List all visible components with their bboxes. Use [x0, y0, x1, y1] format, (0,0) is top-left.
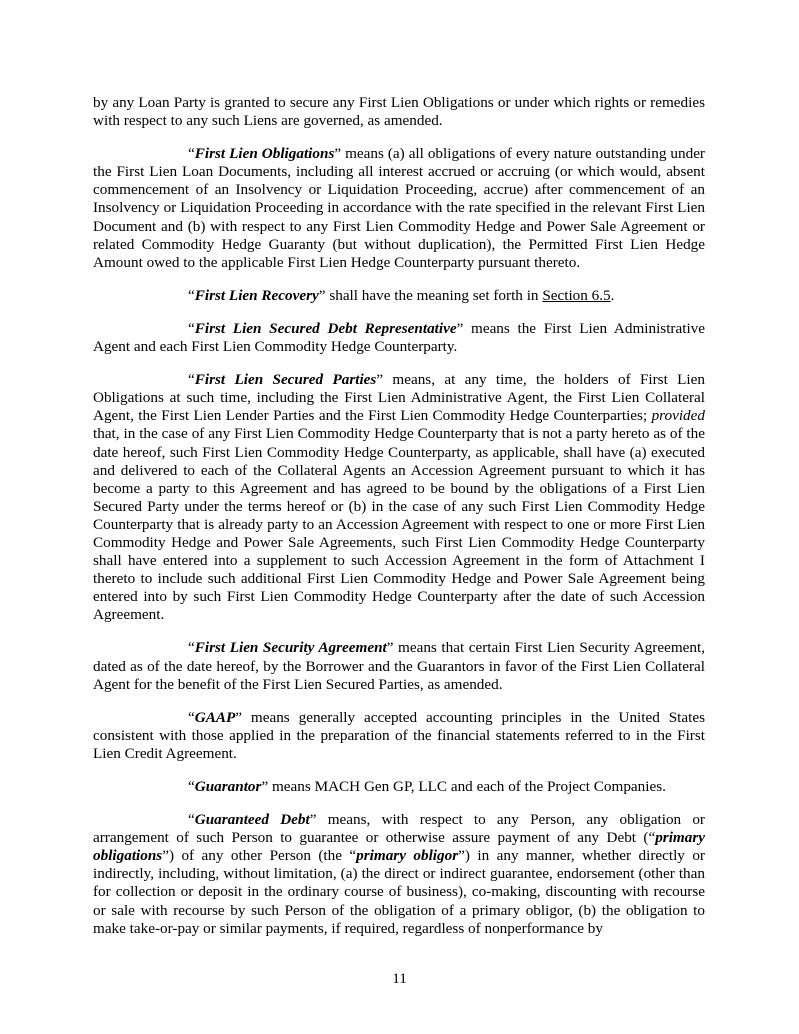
definition-text-end: that, in the case of any First Lien Commodity Hedge Counterparty that is not a party hereto as of the date hereof, such First Lien Commodity Hedge Counterparty, as applicable, shall have (a) executed and delivered to each of the Collateral Agents an Accession Agreement pursuant to which it has become a party to this Agreement and has agreed to be bound by the obligations of a First Lien Secured Party under the terms hereof or (b) in the case of any such First Lien Commodity Hedge Counterparty that is already party to an Accession Agreement with respect to one or more First Lien Commodity Hedge and Power Sale Agreements, such First Lien Commodity Hedge Counterparty shall have entered into a supplement to such Accession Agreement in the form of Attachment I thereto to include such additional First Lien Commodity Hedge and Power Sale Agreement being entered into by such First Lien Commodity Hedge Counterparty after the date of such Accession Agreement.: [93, 425, 705, 624]
definition-first-lien-recovery: [93, 287, 705, 305]
close-quote: ”: [261, 778, 269, 795]
close-quote: ”: [376, 371, 384, 389]
close-quote: ”: [386, 639, 394, 657]
open-quote: “: [349, 847, 357, 865]
definition-first-lien-security-agreement: [93, 639, 705, 693]
paragraph-text: by any Loan Party is granted to secure any First Lien Obligations or under which rights or remedies with respect to any such Liens are governed, as amended.: [93, 94, 705, 130]
definition-text: shall have the meaning set forth in: [325, 286, 543, 304]
defined-term: Guarantor: [194, 778, 262, 795]
close-quote: ”: [318, 286, 326, 304]
close-quote: ”: [162, 847, 169, 865]
definition-first-lien-secured-parties: [93, 371, 705, 624]
defined-term: First Lien Security Agreement: [194, 639, 387, 657]
defined-term: GAAP: [194, 708, 236, 726]
close-quote: ”: [456, 319, 464, 337]
definition-text: means the First Lien Administrative Agent and each First Lien Commodity Hedge Counterparty.: [93, 319, 705, 356]
definition-text: means, at any time, the holders of First Lien Obligations at such time, including the First Lien Administrative Agent, the First Lien Collateral Agent, the First Lien Lender Parties and the First Lien Commodity Hedge Counterparties;: [93, 371, 705, 425]
paragraph-continuation: [93, 94, 705, 130]
defined-term: First Lien Recovery: [194, 286, 319, 304]
open-quote: “: [188, 145, 195, 163]
defined-term: Guaranteed Debt: [194, 811, 310, 829]
definition-text: means (a) all obligations of every nature outstanding under the First Lien Loan Documents, including all interest accrued or accruing (or which would, absent commencement of an Insolvency or Liquidation Proceeding, accrue) after commencement of an Insolvency or Liquidation Proceeding in accordance with the rate specified in the relevant First Lien Document and (b) with respect to any First Lien Commodity Hedge and Power Sale Agreement or related Commodity Hedge Guaranty (but without duplication), the Permitted First Lien Hedge Amount owed to the applicable First Lien Hedge Counterparty pursuant thereto.: [93, 145, 705, 271]
definition-gaap: [93, 709, 705, 763]
definition-text: means generally accepted accounting principles in the United States consistent with those applied in the preparation of the financial statements referred to in the First Lien Credit Agreement.: [93, 708, 705, 762]
section-cross-reference: Section 6.5: [542, 286, 611, 304]
definition-text-middle: ) of any other Person (the: [168, 847, 350, 865]
open-quote: “: [188, 811, 195, 829]
defined-term-primary-obligations: primary obligations: [93, 829, 705, 865]
open-quote: “: [188, 371, 195, 389]
open-quote: “: [188, 639, 195, 657]
open-quote: “: [648, 829, 656, 847]
open-quote: “: [188, 708, 195, 726]
definition-text: means MACH Gen GP, LLC and each of the Project Companies.: [268, 778, 666, 795]
definition-guarantor: [93, 778, 705, 796]
definition-text-end: .: [610, 286, 615, 304]
open-quote: “: [188, 286, 195, 304]
proviso-italic: provided: [651, 407, 705, 425]
defined-term-primary-obligor: primary obligor: [356, 847, 459, 865]
close-quote: ”: [235, 708, 243, 726]
defined-term: First Lien Secured Debt Representative: [194, 319, 457, 337]
page-number: 11: [392, 970, 407, 987]
document-page: [93, 94, 705, 953]
defined-term: First Lien Secured Parties: [194, 371, 377, 389]
definition-text: means, with respect to any Person, any obligation or arrangement of such Person to guarantee or otherwise assure payment of any Debt (: [93, 811, 705, 847]
definition-first-lien-obligations: [93, 145, 705, 272]
close-quote: ”: [458, 847, 465, 865]
close-quote: ”: [334, 145, 342, 163]
definition-text-end: ) in any manner, whether directly or indirectly, including, without limitation, (a) the direct or indirect guarantee, endorsement (other than for collection or deposit in the ordinary course of business), co-making, discounting with recourse or sale with recourse by such Person of the obligation of a primary obligor, (b) the obligation to make take-or-pay or similar payments, if required, regardless of nonperformance by: [93, 847, 705, 937]
definition-text: means that certain First Lien Security Agreement, dated as of the date hereof, by the Borrower and the Guarantors in favor of the First Lien Collateral Agent for the benefit of the First Lien Secured Parties, as amended.: [93, 639, 705, 693]
open-quote: “: [188, 319, 195, 337]
close-quote: ”: [309, 811, 317, 829]
defined-term: First Lien Obligations: [194, 145, 335, 163]
definition-guaranteed-debt: [93, 811, 705, 938]
open-quote: “: [188, 778, 195, 795]
definition-first-lien-secured-debt-representative: [93, 320, 705, 356]
